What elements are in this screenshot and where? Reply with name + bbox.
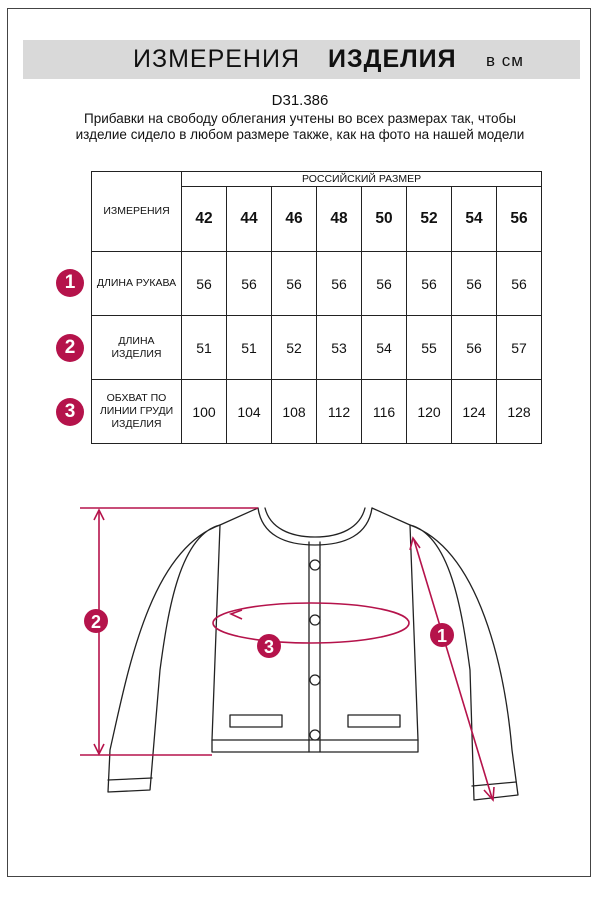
right-cuff-seam: [472, 782, 516, 786]
table-cell: 56: [182, 252, 227, 316]
jacket-sleeve-right: [410, 525, 518, 800]
size-head: 42: [182, 187, 227, 252]
table-cell: 128: [497, 380, 542, 444]
table-row: [92, 252, 542, 316]
table-cell: 54: [362, 316, 407, 380]
jacket-sleeve-left: [108, 525, 220, 792]
table-cell: 56: [407, 252, 452, 316]
size-head: 54: [452, 187, 497, 252]
row-number-badge: 3: [56, 398, 84, 426]
table-cell: 55: [407, 316, 452, 380]
corner-label: ИЗМЕРЕНИЯ: [92, 172, 182, 252]
size-head: 44: [227, 187, 272, 252]
table-cell: 56: [317, 252, 362, 316]
table-row: [92, 380, 542, 444]
table-cell: 56: [227, 252, 272, 316]
size-head: 50: [362, 187, 407, 252]
button: [310, 730, 320, 740]
size-head: 48: [317, 187, 362, 252]
table-cell: 120: [407, 380, 452, 444]
table-cell: 56: [452, 316, 497, 380]
diagram-marker-1: [430, 623, 454, 647]
button: [310, 560, 320, 570]
row-number-badge: 1: [56, 269, 84, 297]
table-cell: 116: [362, 380, 407, 444]
row-label: ДЛИНА ИЗДЕЛИЯ: [92, 316, 182, 380]
table-cell: 56: [362, 252, 407, 316]
table-cell: 112: [317, 380, 362, 444]
left-cuff-seam: [108, 778, 152, 780]
jacket-collar-inner: [265, 508, 365, 537]
marker-label: 3: [263, 637, 275, 657]
button: [310, 675, 320, 685]
table-cell: 108: [272, 380, 317, 444]
marker-label: 2: [90, 612, 102, 632]
size-head: 46: [272, 187, 317, 252]
size-table: [91, 171, 542, 444]
pocket-flap-left: [230, 715, 282, 727]
table-cell: 56: [272, 252, 317, 316]
table-cell: 51: [182, 316, 227, 380]
jacket-neckline: [258, 508, 372, 545]
pocket-flap-right: [348, 715, 400, 727]
measurement-guides: [80, 508, 494, 800]
table-cell: 56: [452, 252, 497, 316]
size-head: 56: [497, 187, 542, 252]
row-label: ОБХВАТ ПО ЛИНИИ ГРУДИ ИЗДЕЛИЯ: [92, 380, 182, 444]
table-cell: 104: [227, 380, 272, 444]
table-cell: 52: [272, 316, 317, 380]
size-head: 52: [407, 187, 452, 252]
fit-note: Прибавки на свободу облегания учтены во всех размерах так, чтобы изделие сидело в любом размере также, как на фото на нашей модели: [75, 111, 525, 142]
title-unit: в см: [486, 51, 524, 70]
table-cell: 124: [452, 380, 497, 444]
table-cell: 56: [497, 252, 542, 316]
table-cell: 57: [497, 316, 542, 380]
title-garment: ИЗДЕЛИЯ: [328, 45, 457, 73]
table-cell: 53: [317, 316, 362, 380]
title-measurements: ИЗМЕРЕНИЯ: [133, 45, 300, 73]
jacket-diagram: [0, 490, 600, 830]
size-group-title: РОССИЙСКИЙ РАЗМЕР: [182, 172, 542, 187]
marker-label: 1: [436, 626, 448, 646]
sleeve-arrow: [414, 540, 492, 798]
row-label: ДЛИНА РУКАВА: [92, 252, 182, 316]
row-number-badge: 2: [56, 334, 84, 362]
diagram-marker-2: [84, 609, 108, 633]
diagram-marker-3: [257, 634, 281, 658]
table-row: [92, 316, 542, 380]
table-cell: 100: [182, 380, 227, 444]
button: [310, 615, 320, 625]
article-code: D31.386: [271, 92, 329, 109]
table-cell: 51: [227, 316, 272, 380]
title-band: [23, 40, 580, 79]
